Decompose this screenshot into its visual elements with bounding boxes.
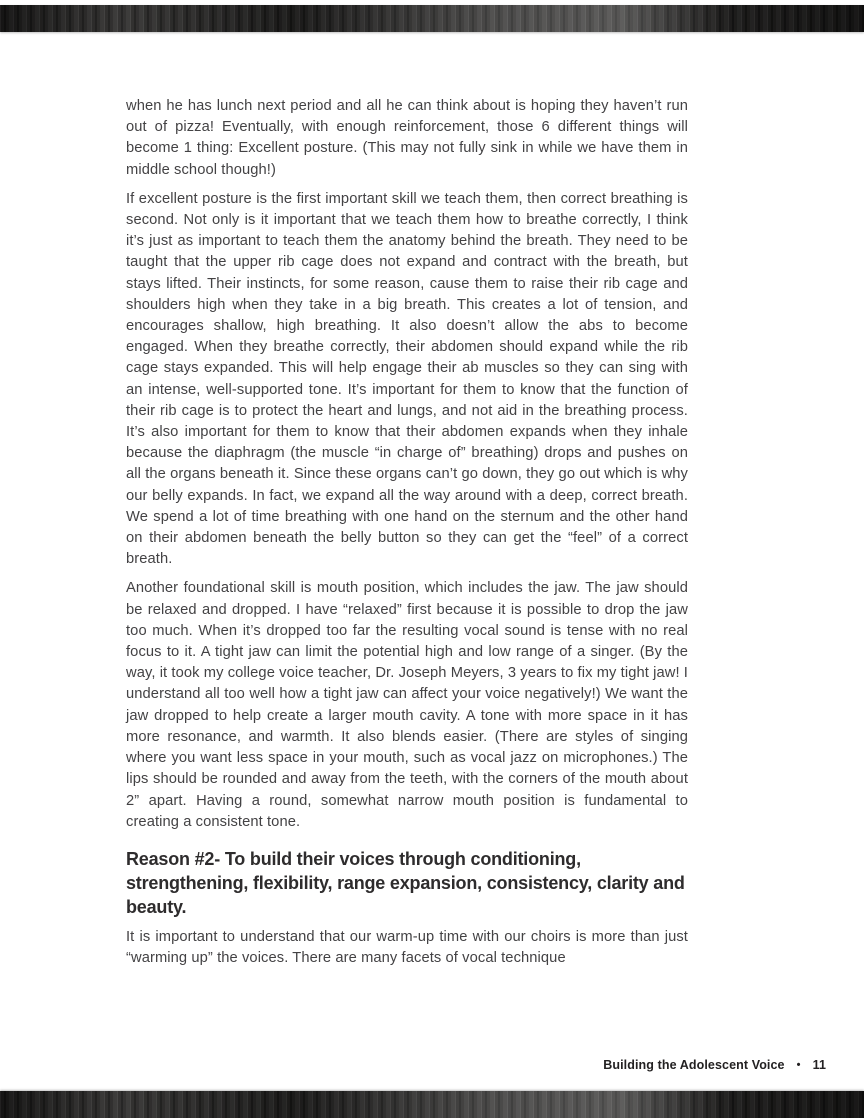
bottom-decorative-bar (0, 1091, 864, 1118)
footer-separator: • (796, 1059, 801, 1071)
body-paragraph-3: Another foundational skill is mouth position, which includes the jaw. The jaw should be relaxed and dropped. I have “relaxed” first because it is possible to drop the jaw too much. When it’s dropped too far the resulting vocal sound is tense with no real focus to it. A tight jaw can limit the potential high and low range of a singer. (By the way, it took my college voice teacher, Dr. Joseph Meyers, 3 years to fix my tight jaw! I understand all too well how a tight jaw can affect your voice negatively!) We want the jaw dropped to help create a larger mouth cavity. A tone with more space in it has more resonance, and warmth. It also blends easier. (There are styles of singing where you want less space in your mouth, such as vocal jazz on microphones.) The lips should be rounded and away from the teeth, with the corners of the mouth about 2” apart. Having a round, somewhat narrow mouth position is fundamental to creating a consistent tone. (126, 580, 688, 830)
top-decorative-bar (0, 5, 864, 32)
body-paragraph-2: If excellent posture is the first important skill we teach them, then correct breathing is second. Not only is it important that we teach them how to breathe correctly, I think it’s just as important to teach them the anatomy behind the breath. They need to be taught that the upper rib cage does not expand and contract with the breath, but stays lifted. Their instincts, for some reason, cause them to raise their rib cage and shoulders high when they take in a big breath. This creates a lot of tension, and encourages shallow, high breathing. It also doesn’t allow the abs to become engaged. When they breathe correctly, their abdomen should expand while the rib cage stays expanded. This will help engage their ab muscles so they can sing with an intense, well-supported tone. It’s important for them to know that the function of their rib cage is to protect the heart and lungs, and not aid in the breathing process. It’s also important for them to know that their abdomen expands when they inhale because the diaphragm (the muscle “in charge of” breathing) drops and pushes on all the organs beneath it. Since these organs can’t go down, they go out which is why our belly expands. In fact, we expand all the way around with a deep, correct breath. We spend a lot of time breathing with one hand on the sternum and the other hand on their abdomen beneath the belly button so they can get the “feel” of a correct breath. (126, 190, 688, 568)
body-paragraph-1: when he has lunch next period and all he can think about is hoping they haven’t run out of pizza! Eventually, with enough reinforcement, those 6 different things will become 1 thing: Excellent posture. (This may not fully sink in while we have them in middle school though!) (126, 98, 688, 178)
page-footer (603, 1058, 826, 1072)
footer-page-number: 11 (812, 1058, 826, 1072)
footer-book-title: Building the Adolescent Voice (603, 1058, 785, 1072)
body-paragraph-4: It is important to understand that our warm-up time with our choirs is more than just “warming up” the voices. There are many facets of vocal technique (126, 928, 688, 967)
section-heading-reason-2: Reason #2- To build their voices through conditioning, strengthening, flexibility, range expansion, consistency, clarity and beauty. (126, 848, 685, 917)
page-content (126, 96, 688, 977)
